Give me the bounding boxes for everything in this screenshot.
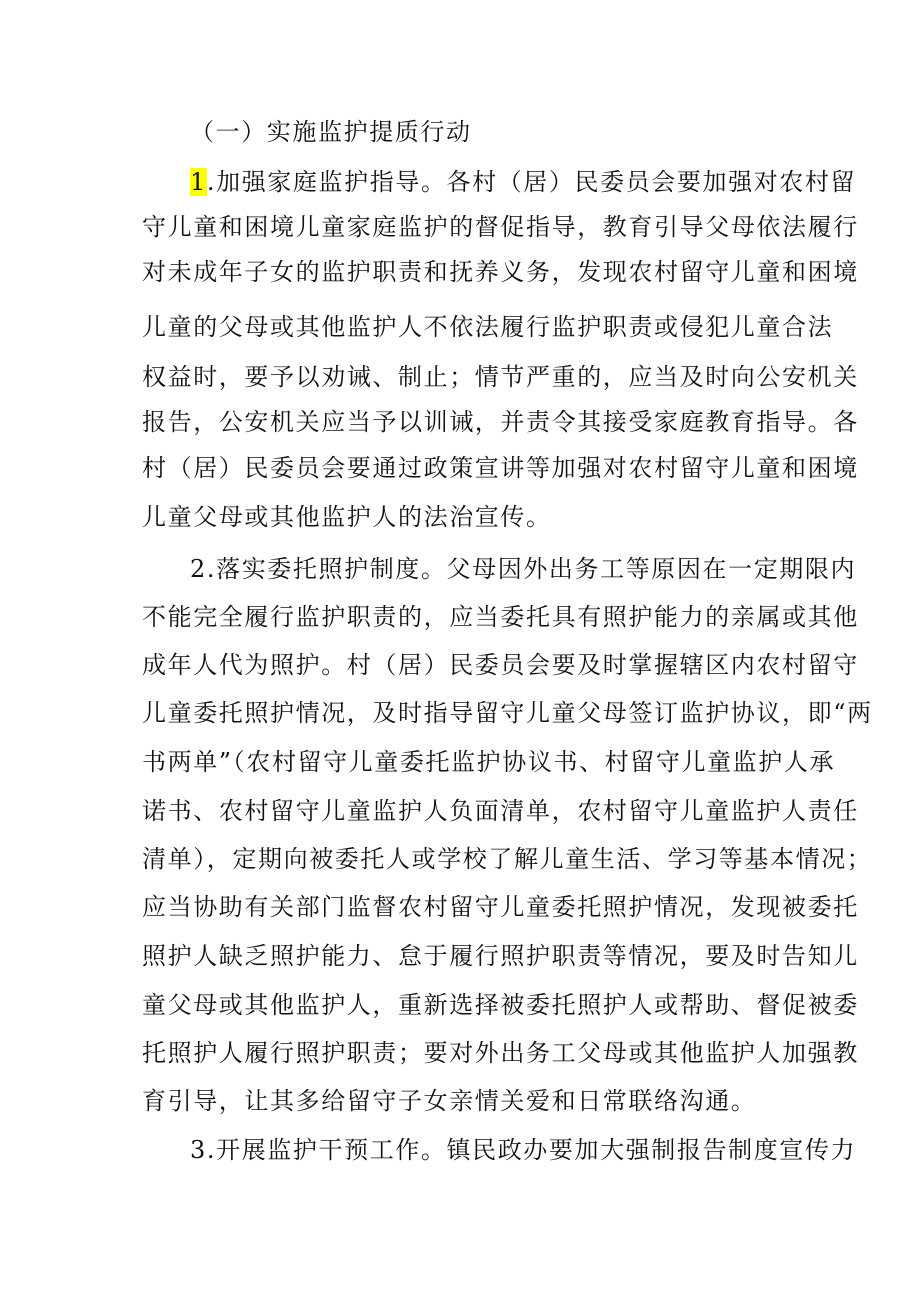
paragraph-2-number: 2: [190, 555, 207, 583]
paragraph-1-line-6: 报告，公安机关应当予以训诫，并责令其接受家庭教育指导。各: [142, 408, 859, 436]
paragraph-3-line-1: [190, 1130, 856, 1170]
paragraph-1-line-1-text: .加强家庭监护指导。各村（居）民委员会要加强对农村留: [206, 168, 857, 196]
paragraph-3-number: 3: [190, 1136, 207, 1164]
paragraph-1-line-7: 村（居）民委员会要通过政策宣讲等加强对农村留守儿童和困境: [142, 454, 859, 482]
paragraph-2-line-10: 童父母或其他监护人，重新选择被委托照护人或帮助、督促被委: [142, 991, 859, 1019]
paragraph-2-line-9: 照护人缺乏照护能力、怠于履行照护职责等情况，要及时告知儿: [142, 942, 859, 970]
paragraph-1-line-4: 儿童的父母或其他监护人不依法履行监护职责或侵犯儿童合法: [142, 313, 834, 341]
paragraph-1-line-5: 权益时，要予以劝诫、制止；情节严重的，应当及时向公安机关: [142, 363, 859, 391]
paragraph-1-number: 1: [190, 168, 207, 196]
paragraph-2-line-1: [190, 549, 856, 589]
paragraph-1-line-2: 守儿童和困境儿童家庭监护的督促指导，教育引导父母依法履行: [142, 213, 859, 241]
paragraph-2-line-1-text: .落实委托照护制度。父母因外出务工等原因在一定期限内: [206, 555, 857, 583]
paragraph-1-line-8: 儿童父母或其他监护人的法治宣传。: [142, 503, 552, 531]
paragraph-2-line-6: 诺书、农村留守儿童监护人负面清单，农村留守儿童监护人责任: [142, 797, 859, 825]
paragraph-2-line-8: 应当协助有关部门监督农村留守儿童委托照护情况，发现被委托: [142, 893, 859, 921]
paragraph-2-line-12: 育引导，让其多给留守子女亲情关爱和日常联络沟通。: [142, 1087, 757, 1115]
paragraph-2-line-5: 书两单”（农村留守儿童委托监护协议书、村留守儿童监护人承: [142, 748, 836, 776]
paragraph-2-line-4: 儿童委托照护情况，及时指导留守儿童父母签订监护协议，即“两: [142, 699, 873, 727]
paragraph-3-line-1-text: .开展监护干预工作。镇民政办要加大强制报告制度宣传力: [206, 1136, 857, 1164]
paragraph-1-line-1: [190, 162, 856, 202]
paragraph-1-line-3: 对未成年子女的监护职责和抚养义务，发现农村留守儿童和困境: [142, 258, 859, 286]
paragraph-2-line-7: 清单），定期向被委托人或学校了解儿童生活、学习等基本情况；: [142, 845, 873, 873]
paragraph-2-line-11: 托照护人履行照护职责；要对外出务工父母或其他监护人加强教: [142, 1039, 859, 1067]
section-heading: （一）实施监护提质行动: [190, 118, 472, 146]
paragraph-2-line-2: 不能完全履行监护职责的，应当委托具有照护能力的亲属或其他: [142, 603, 859, 631]
paragraph-2-line-3: 成年人代为照护。村（居）民委员会要及时掌握辖区内农村留守: [142, 651, 859, 679]
